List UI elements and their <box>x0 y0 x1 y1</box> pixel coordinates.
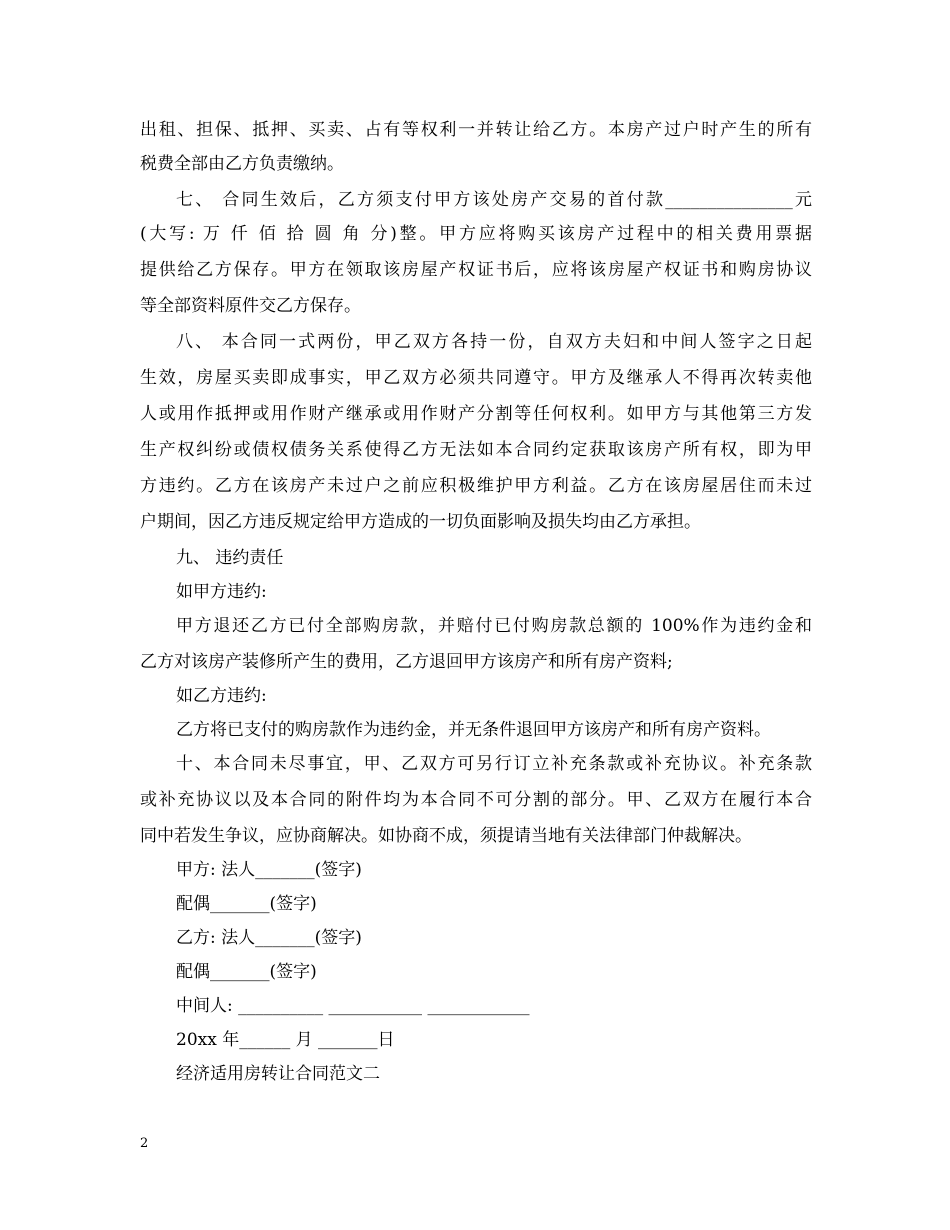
party-a-spouse-signature: 配偶_______(签字) <box>176 894 317 914</box>
text-line-6: 等全部资料原件交乙方保存。 <box>140 296 361 316</box>
text-line-18: 乙方将已支付的购房款作为违约金，并无条件退回甲方该房产和所有房产资料。 <box>176 720 771 740</box>
party-b-breach-heading: 如乙方违约: <box>176 686 267 706</box>
text-line-11: 方违约。乙方在该房产未过户之前应积极维护甲方利益。乙方在该房屋居住而未过 <box>140 476 812 496</box>
text-line-5: 提供给乙方保存。甲方在领取该房屋产权证书后，应将该房屋产权证书和购房协议 <box>140 260 812 280</box>
text-line-10: 生产权纠纷或债权债务关系使得乙方无法如本合同约定获取该房产所有权，即为甲 <box>140 440 812 460</box>
date-line: 20xx 年______ 月 _______日 <box>176 1030 395 1050</box>
clause-9-title: 九、 违约责任 <box>176 548 284 568</box>
party-b-signature: 乙方: 法人_______(签字) <box>176 928 362 948</box>
text-line-8: 生效，房屋买卖即成事实，甲乙双方必须共同遵守。甲方及继承人不得再次转卖他 <box>140 368 812 388</box>
clause-7-title: 七、 合同生效后，乙方须支付甲方该处房产交易的首付款_______________元 <box>176 190 812 210</box>
text-line-15: 甲方退还乙方已付全部购房款，并赔付已付购房款总额的 100%作为违约金和 <box>176 616 812 636</box>
text-line-16: 乙方对该房产装修所产生的费用，乙方退回甲方该房产和所有房产资料; <box>140 652 673 672</box>
text-line-9: 人或用作抵押或用作财产继承或用作财产分割等任何权利。如甲方与其他第三方发 <box>140 404 812 424</box>
party-a-signature: 甲方: 法人_______(签字) <box>176 860 362 880</box>
clause-10-title: 十、本合同未尽事宜，甲、乙双方可另行订立补充条款或补充协议。补充条款 <box>176 754 812 774</box>
next-section-title: 经济适用房转让合同范文二 <box>176 1064 380 1084</box>
text-line-2: 税费全部由乙方负责缴纳。 <box>140 154 344 174</box>
party-b-spouse-signature: 配偶_______(签字) <box>176 962 317 982</box>
page-number: 2 <box>140 1136 149 1151</box>
text-line-20: 或补充协议以及本合同的附件均为本合同不可分割的部分。甲、乙双方在履行本合 <box>140 790 812 810</box>
text-line-4: (大写: 万 仟 佰 拾 圆 角 分)整。甲方应将购买该房产过程中的相关费用票据 <box>140 224 812 244</box>
clause-8-title: 八、 本合同一式两份，甲乙双方各持一份，自双方夫妇和中间人签字之日起 <box>176 332 812 352</box>
party-a-breach-heading: 如甲方违约: <box>176 582 267 602</box>
text-line-1: 出租、担保、抵押、买卖、占有等权利一并转让给乙方。本房产过户时产生的所有 <box>140 120 812 140</box>
intermediary-signature: 中间人: __________ ___________ ____________ <box>176 996 530 1016</box>
text-line-21: 同中若发生争议，应协商解决。如协商不成，须提请当地有关法律部门仲裁解决。 <box>140 826 752 846</box>
text-line-12: 户期间，因乙方违反规定给甲方造成的一切负面影响及损失均由乙方承担。 <box>140 512 701 532</box>
